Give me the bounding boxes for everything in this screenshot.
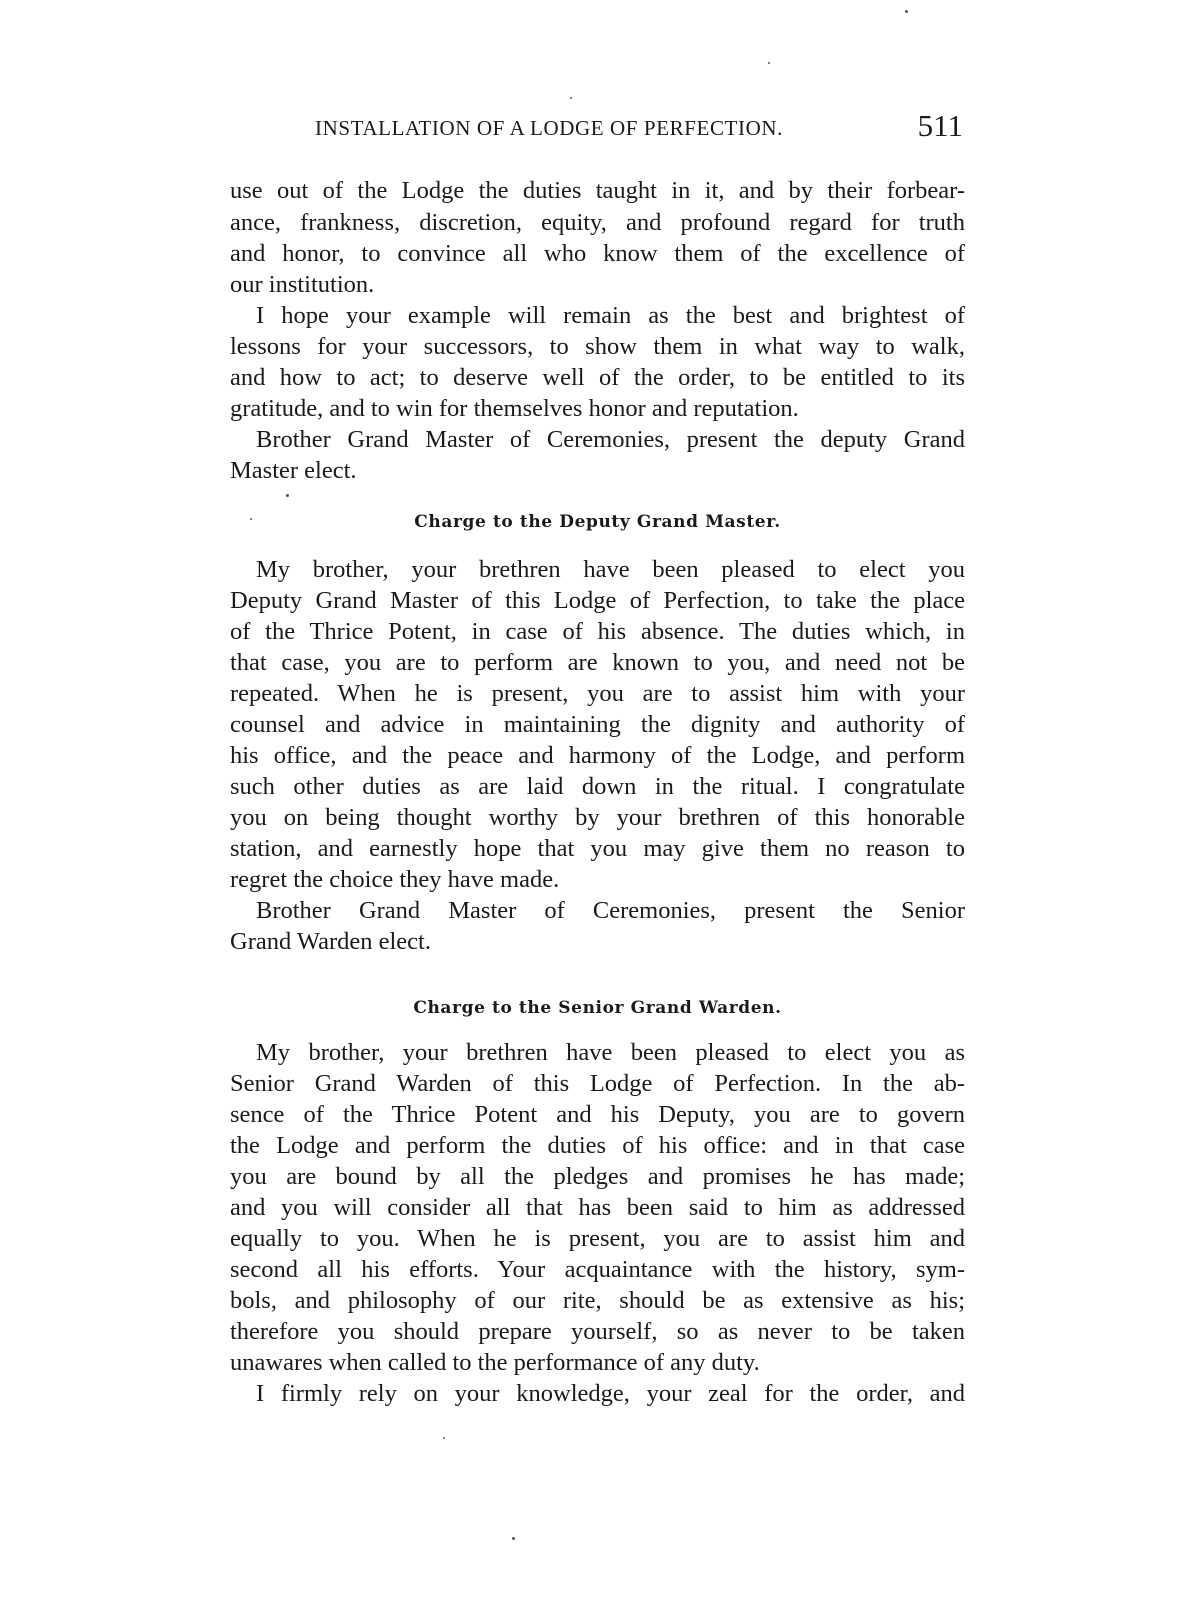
section-heading: Charge to the Senior Grand Warden. [413, 998, 782, 1018]
section-heading: Charge to the Deputy Grand Master. [414, 512, 781, 532]
text-line: ance, frankness, discretion, equity, and profound regard for truth [230, 209, 965, 236]
text-line: My brother, your brethren have been pleased to elect you as [256, 1039, 965, 1066]
text-line: and honor, to convince all who know them of the excellence of [230, 240, 965, 267]
text-line: station, and earnestly hope that you may give them no reason to [230, 835, 965, 862]
scan-speck [512, 1537, 515, 1540]
text-line: of the Thrice Potent, in case of his absence. The duties which, in [230, 618, 965, 645]
text-line: use out of the Lodge the duties taught in it, and by their forbear- [230, 177, 965, 204]
text-line: Grand Warden elect. [230, 928, 431, 955]
scan-speck [905, 10, 908, 13]
text-line: second all his efforts. Your acquaintance with the history, sym- [230, 1256, 965, 1283]
running-title: INSTALLATION OF A LODGE OF PERFECTION. [315, 116, 783, 140]
text-line: and you will consider all that has been said to him as addressed [230, 1194, 965, 1221]
text-line: Brother Grand Master of Ceremonies, present the Senior [256, 897, 965, 924]
text-line: Senior Grand Warden of this Lodge of Perfection. In the ab- [230, 1070, 965, 1097]
page-number: 511 [917, 108, 963, 143]
text-line: our institution. [230, 271, 375, 298]
text-line: therefore you should prepare yourself, so as never to be taken [230, 1318, 965, 1345]
text-line: the Lodge and perform the duties of his office: and in that case [230, 1132, 965, 1159]
text-line: unawares when called to the performance of any duty. [230, 1349, 760, 1376]
book-page [230, 0, 965, 1600]
text-line: My brother, your brethren have been pleased to elect you [256, 556, 965, 583]
text-line: regret the choice they have made. [230, 866, 560, 893]
text-line: Master elect. [230, 457, 357, 484]
scan-speck [286, 494, 289, 497]
scan-speck [768, 62, 770, 64]
text-line: such other duties as are laid down in the ritual. I congratulate [230, 773, 965, 800]
scan-speck [570, 97, 572, 99]
text-line: Brother Grand Master of Ceremonies, present the deputy Grand [256, 426, 965, 453]
text-line: equally to you. When he is present, you are to assist him and [230, 1225, 965, 1252]
text-line: I firmly rely on your knowledge, your zeal for the order, and [256, 1380, 965, 1407]
scan-speck [443, 1437, 445, 1439]
text-line: repeated. When he is present, you are to assist him with your [230, 680, 965, 707]
text-line: bols, and philosophy of our rite, should be as extensive as his; [230, 1287, 965, 1314]
text-line: that case, you are to perform are known to you, and need not be [230, 649, 965, 676]
text-line: sence of the Thrice Potent and his Deputy, you are to govern [230, 1101, 965, 1128]
text-line: I hope your example will remain as the best and brightest of [256, 302, 965, 329]
text-line: gratitude, and to win for themselves honor and reputation. [230, 395, 799, 422]
running-head [230, 108, 965, 148]
text-line: his office, and the peace and harmony of the Lodge, and perform [230, 742, 965, 769]
text-line: you are bound by all the pledges and promises he has made; [230, 1163, 965, 1190]
text-line: counsel and advice in maintaining the dignity and authority of [230, 711, 965, 738]
text-line: and how to act; to deserve well of the order, to be entitled to its [230, 364, 965, 391]
text-line: Deputy Grand Master of this Lodge of Perfection, to take the place [230, 587, 965, 614]
text-line: you on being thought worthy by your brethren of this honorable [230, 804, 965, 831]
scan-speck [250, 518, 252, 520]
text-line: lessons for your successors, to show them in what way to walk, [230, 333, 965, 360]
